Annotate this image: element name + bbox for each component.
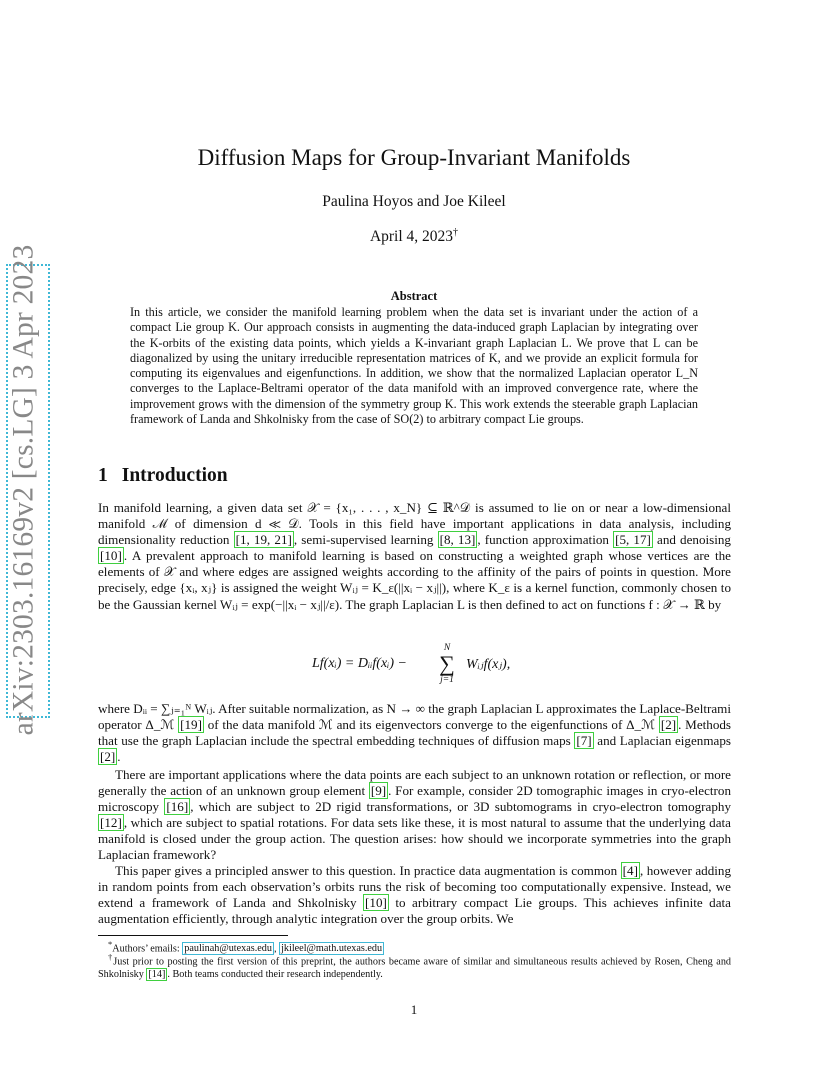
text-run: . A prevalent approach to manifold learning is based on constructing a weighted graph whose vertices are the elements of 𝒳 and where edges are assigned weights according to the affinity of the pairs of points in question. More precisely, edge {xᵢ, xⱼ} is assigned the weight Wᵢⱼ = K_ε(||xᵢ − xⱼ||), where K_ε is a kernel function, commonly chosen to be the Gaussian kernel Wᵢⱼ = exp(−||xᵢ − xⱼ||/ε). The graph Laplacian L is then defined to act on functions f : 𝒳 → ℝ by xyxy=(98,548,731,612)
citation-link[interactable]: [14] xyxy=(148,969,166,981)
footnote-text: Just prior to posting the first version of this preprint, the authors became aware of similar and simultaneous results achieved by Rosen, Cheng and Shkolnisky xyxy=(98,956,732,981)
intro-paragraph-1 xyxy=(98,500,731,613)
footnote-mark: † xyxy=(108,952,114,962)
sum-lower-limit: j=1 xyxy=(440,675,454,685)
page-number: 1 xyxy=(410,1002,418,1017)
footnote-text: Authors’ emails: xyxy=(112,943,183,955)
text-run: and denoising xyxy=(652,532,731,548)
text-run: In manifold learning, a given data set 𝒳 = {x₁, . . . , x_N} ⊆ ℝ^𝒟 is assumed to lie on or near a low-dimensional manifold ℳ of dimension d ≪ 𝒟. Tools in this field have important applications in data analysis, including dimensionality reduction xyxy=(98,500,731,548)
text-run: . xyxy=(117,749,121,765)
text-run: This paper gives a principled answer to this question. In practice data augmentation is common xyxy=(115,863,621,878)
citation-link[interactable]: [9] xyxy=(370,783,387,799)
abstract-heading: Abstract xyxy=(390,289,438,303)
text-run: , which are subject to 2D rigid transformations, or 3D subtomograms in cryo-electron tomography xyxy=(190,799,731,815)
sum-sign: ∑ xyxy=(439,651,455,676)
citation-link[interactable]: [16] xyxy=(166,799,189,815)
section-heading xyxy=(98,465,228,487)
footnote-rule xyxy=(98,935,288,936)
email-link[interactable]: jkileel@math.utexas.edu xyxy=(281,943,383,955)
date xyxy=(0,227,828,246)
citation-link[interactable]: [12] xyxy=(100,815,122,831)
citation-link[interactable]: [5, 17] xyxy=(615,532,651,548)
abstract-body: In this article, we consider the manifold learning problem when the data set is invariant under the action of a compact Lie group K. Our approach consists in augmenting the data-induced graph Laplacian by integrating over the K-orbits of the existing data points, which yields a K-invariant graph Laplacian L. We prove that L can be diagonalized by using the unitary irreducible representation matrices of K, and we provide an explicit formula for computing its eigenvalues and eigenfunctions. In addition, we show that the normalized Laplacian operator L_N converges to the Laplace-Beltrami operator of the data manifold with an improved convergence rate, where the improvement grows with the dimension of the symmetry group K. This work extends the steerable graph Laplacian framework of Landa and Shkolnisky from the case of SO(2) to arbitrary compact Lie groups. xyxy=(130,305,698,426)
graph-laplacian-equation xyxy=(0,643,828,689)
text-run: of the data manifold ℳ and its eigenvectors converge to the eigenfunctions of Δ_ℳ xyxy=(203,717,659,733)
citation-link[interactable]: [7] xyxy=(576,733,592,749)
citation-link[interactable]: [1, 19, 21] xyxy=(235,532,292,548)
section-title: Introduction xyxy=(121,465,228,486)
email-link[interactable]: paulinah@utexas.edu xyxy=(184,943,272,955)
summation xyxy=(432,643,462,685)
citation-link[interactable]: [2] xyxy=(100,749,116,765)
intro-paragraph-2 xyxy=(98,701,731,765)
text-run: , semi-supervised learning xyxy=(293,532,438,548)
citation-link[interactable]: [19] xyxy=(180,717,202,733)
text-run: , function approximation xyxy=(477,532,614,548)
citation-link[interactable]: [8, 13] xyxy=(439,532,476,548)
text-run: where Dᵢᵢ = ∑ⱼ₌₁ᴺ Wᵢⱼ. After suitable normalization, as N → ∞ the graph Laplacian L approximates the Laplace-Beltrami operator Δ_ℳ xyxy=(98,701,731,733)
paper-title: Diffusion Maps for Group-Invariant Manifolds xyxy=(197,145,631,170)
citation-link[interactable]: [10] xyxy=(100,548,122,564)
text-run: . For example, consider 2D tomographic images in cryo-electron microscopy xyxy=(98,783,731,815)
sum-upper-limit: N xyxy=(443,643,451,653)
footnote-text: . Both teams conducted their research independently. xyxy=(167,969,383,981)
date-text: April 4, 2023 xyxy=(369,228,454,246)
text-run: , however adding in random points from each observation’s orbits runs the risk of becoming too computationally expensive. Instead, we extend a framework of Landa and Shkolnisky xyxy=(98,863,731,911)
arxiv-identifier[interactable]: arXiv:2303.16169v2 [cs.LG] 3 Apr 2023 xyxy=(7,244,40,736)
footnote-text: , xyxy=(273,943,280,955)
equation-rhs: Wᵢⱼf(xⱼ), xyxy=(466,657,511,672)
intro-paragraph-4 xyxy=(98,863,731,927)
authors: Paulina Hoyos and Joe Kileel xyxy=(322,193,506,210)
text-run: . Methods that use the graph Laplacian include the spectral embedding techniques of diffusion maps xyxy=(98,717,732,749)
citation-link[interactable]: [4] xyxy=(622,863,638,878)
intro-paragraph-3 xyxy=(98,767,731,864)
text-run: , which are subject to spatial rotations. For data sets like these, it is most natural to assume that the underlying data manifold is closed under the group action. The question arises: how should we incorporate symmetries into the graph Laplacian framework? xyxy=(98,815,731,863)
citation-link[interactable]: [10] xyxy=(365,895,387,911)
text-run: There are important applications where the data points are each subject to an unknown rotation or reflection, or more generally the action of an unknown group element xyxy=(98,767,731,799)
date-footnote-mark[interactable]: † xyxy=(453,227,459,238)
footnote-preprint-note xyxy=(98,951,731,982)
citation-link[interactable]: [2] xyxy=(660,717,677,733)
section-number: 1 xyxy=(98,465,108,486)
text-run: to arbitrary compact Lie groups. This achieves infinite data augmentation efficiently, through analytic integration over the group orbits. We xyxy=(98,895,731,927)
text-run: and Laplacian eigenmaps xyxy=(593,733,731,749)
equation-lhs: Lf(xᵢ) = Dᵢᵢf(xᵢ) − xyxy=(312,656,408,671)
footnote-mark: * xyxy=(108,939,113,949)
